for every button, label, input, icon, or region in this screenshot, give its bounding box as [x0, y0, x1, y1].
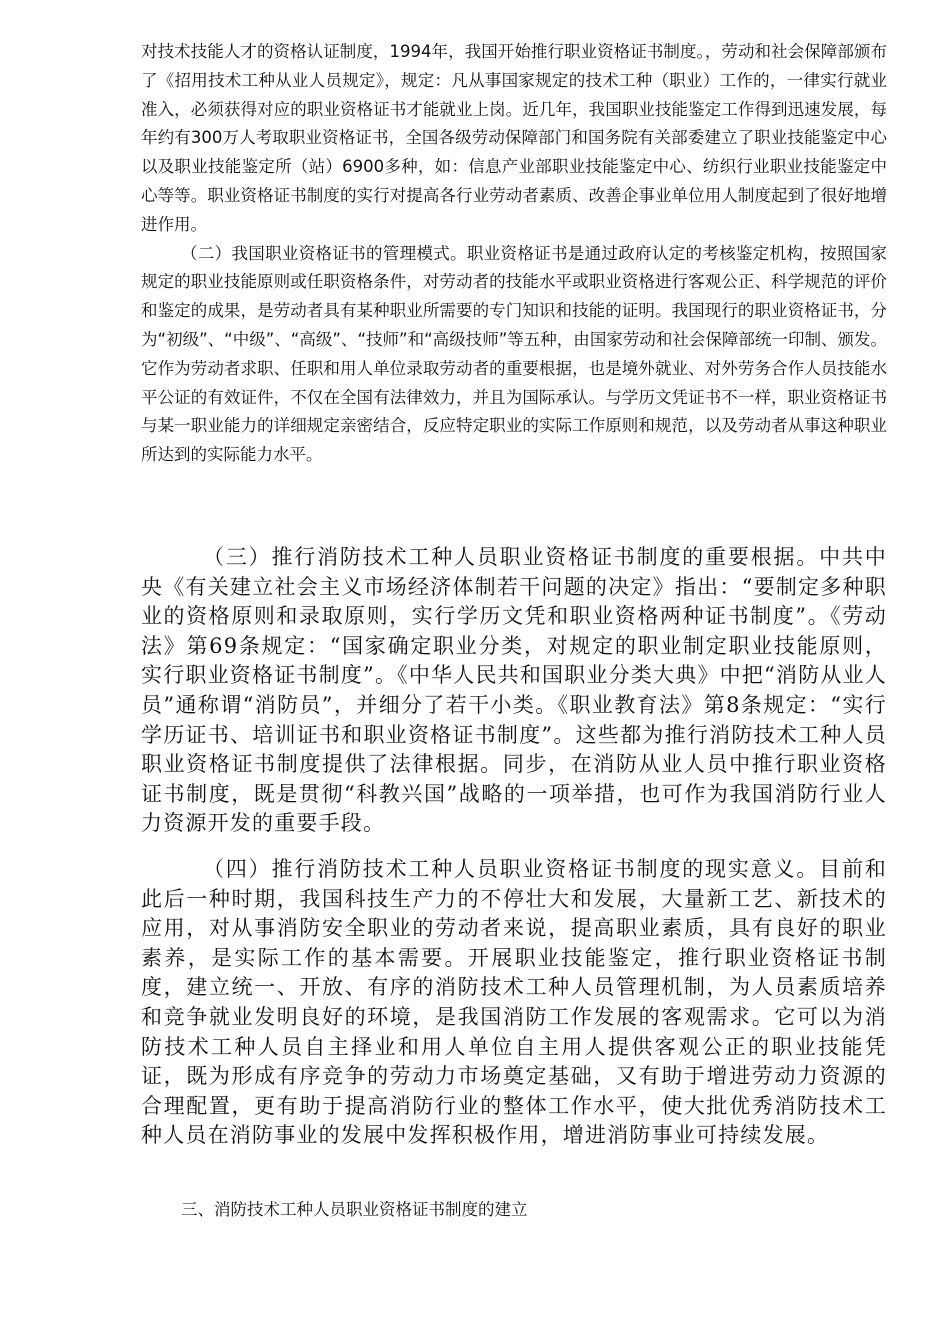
sans-text-block: [141, 38, 887, 470]
paragraph-legal-basis: （三）推行消防技术工种人员职业资格证书制度的重要根据。中共中央《有关建立社会主义市场经济体制若干问题的决定》指出：“要制定多种职业的资格原则和录取原则，实行学历文凭和职业资格两种证书制度”。《劳动法》第69条规定：“国家确定职业分类，对规定的职业制定职业技能原则，实行职业资格证书制度”。《中华人民共和国职业分类大典》中把“消防从业人员”通称谓“消防员”，并细分了若干小类。《职业教育法》第8条规定：“实行学历证书、培训证书和职业资格证书制度”。这些都为推行消防技术工种人员职业资格证书制度提供了法律根据。同步，在消防从业人员中推行职业资格证书制度，既是贯彻“科教兴国”战略的一项举措，也可作为我国消防行业人力资源开发的重要手段。: [141, 545, 887, 836]
section-heading: 三、消防技术工种人员职业资格证书制度的建立: [181, 1200, 528, 1219]
paragraph-qualification-history: 对技术技能人才的资格认证制度，1994年，我国开始推行职业资格证书制度。，劳动和社会保障部颁布了《招用技术工种从业人员规定》，规定：凡从事国家规定的技术工种（职业）工作的，一律实行就业准入，必须获得对应的职业资格证书才能就业上岗。近几年，我国职业技能鉴定工作得到迅速发展，每年约有300万人考取职业资格证书，全国各级劳动保障部门和国务院有关部委建立了职业技能鉴定中心以及职业技能鉴定所（站）6900多种，如：信息产业部职业技能鉴定中心、纺织行业职业技能鉴定中心等等。职业资格证书制度的实行对提高各行业劳动者素质、改善企事业单位用人制度起到了很好地增进作用。: [141, 42, 887, 234]
paragraph-management-model: （二）我国职业资格证书的管理模式。职业资格证书是通过政府认定的考核鉴定机构，按照国家规定的职业技能原则或任职资格条件，对劳动者的技能水平或职业资格进行客观公正、科学规范的评价和鉴定的成果，是劳动者具有某种职业所需要的专门知识和技能的证明。我国现行的职业资格证书，分为“初级”、“中级”、“高级”、“技师”和“高级技师”等五种，由国家劳动和社会保障部统一印制、颁发。它作为劳动者求职、任职和用人单位录取劳动者的重要根据，也是境外就业、对外劳务合作人员技能水平公证的有效证件，不仅在全国有法律效力，并且为国际承认。与学历文凭证书不一样，职业资格证书与某一职业能力的详细规定亲密结合，反应特定职业的实际工作原则和规范，以及劳动者从事这种职业所达到的实际能力水平。: [141, 243, 887, 465]
serif-text-block: [141, 543, 887, 1151]
paragraph-practical-significance: （四）推行消防技术工种人员职业资格证书制度的现实意义。目前和此后一种时期，我国科技生产力的不停壮大和发展，大量新工艺、新技术的应用，对从事消防安全职业的劳动者来说，提高职业素质，具有良好的职业素养，是实际工作的基本需要。开展职业技能鉴定，推行职业资格证书制度，建立统一、开放、有序的消防技术工种人员管理机制，为人员素质培养和竞争就业发明良好的环境，是我国消防工作发展的客观需求。它可以为消防技术工种人员自主择业和用人单位自主用人提供客观公正的职业技能凭证，既为形成有序竞争的劳动力市场奠定基础，又有助于增进劳动力资源的合理配置，更有助于提高消防行业的整体工作水平，使大批优秀消防技术工种人员在消防事业的发展中发挥积极作用，增进消防事业可持续发展。: [141, 856, 887, 1148]
